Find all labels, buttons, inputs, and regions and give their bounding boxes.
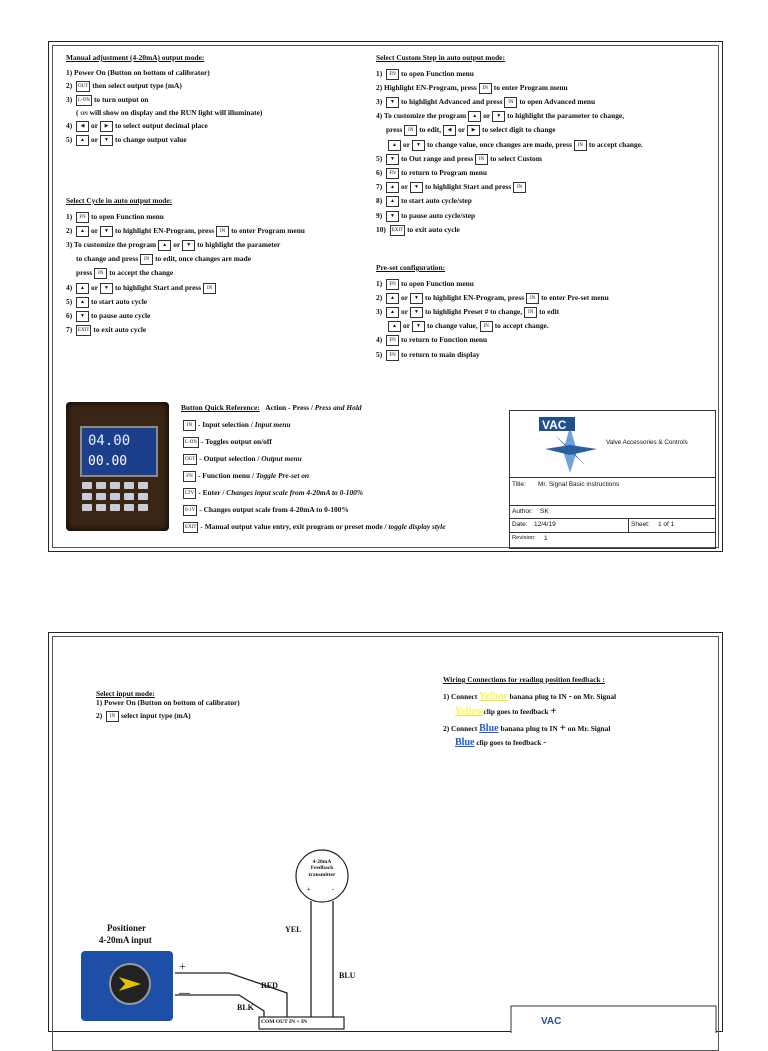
- preset-step-3: 3) ▲ or ▼ to highlight Preset # to change, IN to edit: [376, 307, 560, 317]
- vac-logo-icon: [525, 415, 615, 475]
- in-key-icon: IN: [479, 83, 492, 94]
- right-arrow-key-icon: ▶: [467, 125, 480, 136]
- vac-logo-2: VAC: [541, 1016, 562, 1027]
- custom-step-8: 8) ▲ to start auto cycle/step: [376, 196, 472, 206]
- down-arrow-key-icon: ▼: [410, 307, 423, 318]
- title-block: [509, 410, 716, 549]
- manual-section: [66, 54, 366, 149]
- up-arrow-key-icon: ▲: [386, 307, 399, 318]
- input-step-1: 1) Power On (Button on bottom of calibrator): [96, 697, 240, 707]
- input-step-2: 2) IN select input type (mA): [96, 710, 191, 720]
- author-row: Author: SK: [510, 506, 715, 519]
- positioner-label: Positioner: [107, 923, 146, 933]
- custom-section: [376, 54, 716, 239]
- up-arrow-key-icon: ▲: [386, 196, 399, 207]
- date-row: Date: 12/4/19 Sheet: 1 of 1: [510, 519, 715, 533]
- cycle-step-2: 2) ▲ or ▼ to highlight EN-Program, press IN to enter Program menu: [66, 226, 305, 236]
- up-arrow-key-icon: ▲: [388, 321, 401, 332]
- out-key-icon: OUT: [76, 81, 90, 92]
- left-arrow-key-icon: ◀: [443, 125, 456, 136]
- up-arrow-key-icon: ▲: [76, 297, 89, 308]
- manual-step-4: 4) ◀ or ▶ to select output decimal place: [66, 121, 208, 131]
- in-key-icon: IN: [106, 711, 119, 722]
- revision-row: Revision: 1: [512, 535, 548, 542]
- wiring-step-2b: Blue clip goes to feedback -: [455, 737, 547, 749]
- cycle-step-1: 1) FN to open Function menu: [66, 211, 164, 221]
- up-arrow-key-icon: ▲: [386, 182, 399, 193]
- quickref-in: IN - Input selection / Input menu: [181, 420, 506, 431]
- cycle-title: Select Cycle in auto output mode:: [66, 196, 173, 205]
- wiring-title: Wiring Connections for reading position feedback :: [443, 675, 605, 684]
- cycle-step-3b: to change and press IN to edit, once changes are made: [76, 254, 252, 264]
- fn-key-icon: FN: [386, 279, 399, 290]
- arrow-indicator-icon: [111, 965, 149, 1003]
- positioner-plus: +: [179, 959, 186, 973]
- cycle-step-6: 6) ▼ to pause auto cycle: [66, 311, 151, 321]
- fn-key-icon: FN: [386, 69, 399, 80]
- exit-key-icon: EXIT: [390, 225, 405, 236]
- down-arrow-key-icon: ▼: [100, 135, 113, 146]
- preset-step-1: 1) FN to open Function menu: [376, 278, 474, 288]
- in-key-icon: IN: [94, 268, 107, 279]
- down-arrow-key-icon: ▼: [386, 97, 399, 108]
- lon-key-icon: L-ON: [76, 95, 92, 106]
- terminal-label: COM OUT IN + IN: [261, 1019, 308, 1025]
- down-arrow-key-icon: ▼: [412, 321, 425, 332]
- positioner-sub-label: 4-20mA input: [99, 935, 152, 945]
- quickref-exit: EXIT - Manual output value entry, exit program or preset mode / toggle display style: [185, 521, 446, 531]
- preset-step-3b: ▲ or ▼ to change value, IN to accept change.: [376, 321, 716, 332]
- down-arrow-key-icon: ▼: [410, 182, 423, 193]
- custom-step-4c: ▲ or ▼ to change value, once changes are made, press IN to accept change.: [376, 140, 716, 151]
- transmitter-label: 4-20mA Feedback transmitter: [308, 859, 336, 878]
- company-name: Valve Accessories & Controls: [606, 439, 688, 446]
- custom-step-10: 10) EXIT to exit auto cycle: [376, 225, 460, 234]
- preset-step-5: 5) FN to return to main display: [376, 349, 480, 359]
- cycle-section: [66, 197, 366, 339]
- quickref-fn: FN - Function menu / Toggle Pre-set on: [181, 471, 506, 482]
- input-title: Select input mode:: [96, 689, 155, 698]
- down-arrow-key-icon: ▼: [100, 226, 113, 237]
- custom-step-5: 5) ▼ to Out range and press IN to select Custom: [376, 154, 542, 164]
- in-key-icon: IN: [480, 321, 493, 332]
- quickref-section: [181, 404, 506, 539]
- exit-key-icon: EXIT: [76, 325, 91, 336]
- down-arrow-key-icon: ▼: [386, 154, 399, 165]
- in-key-icon: IN: [475, 154, 488, 165]
- quickref-heading: Button Quick Reference: Action - Press / Press and Hold: [181, 403, 362, 412]
- fn-key-icon: FN: [386, 350, 399, 361]
- wiring-step-1b: Yellowclip goes to feedback +: [455, 704, 557, 717]
- up-arrow-key-icon: ▲: [76, 226, 89, 237]
- down-arrow-key-icon: ▼: [492, 111, 505, 122]
- positioner-dial: [109, 963, 151, 1005]
- in-key-icon: IN: [524, 307, 537, 318]
- up-arrow-key-icon: ▲: [388, 140, 401, 151]
- up-arrow-key-icon: ▲: [76, 135, 89, 146]
- vac-logo-area: [510, 411, 715, 478]
- in-key-icon: IN: [140, 254, 153, 265]
- custom-step-2: 2) Highlight EN-Program, press IN to enter Program menu: [376, 83, 568, 93]
- custom-step-4: 4) To customize the program ▲ or ▼ to highlight the parameter to change,: [376, 111, 625, 121]
- custom-step-6: 6) FN to return to Program menu: [376, 168, 487, 178]
- up-arrow-key-icon: ▲: [468, 111, 481, 122]
- custom-step-1: 1) FN to open Function menu: [376, 68, 474, 78]
- custom-step-9: 9) ▼ to pause auto cycle/step: [376, 210, 476, 220]
- in-key-icon: IN: [504, 97, 517, 108]
- preset-section: [376, 264, 716, 364]
- preset-title: Pre-set configuration:: [376, 263, 446, 272]
- manual-step-2: 2) OUT then select output type (mA): [66, 80, 182, 90]
- transmitter-minus: -: [332, 887, 334, 893]
- manual-step-5: 5) ▲ or ▼ to change output value: [66, 135, 187, 145]
- manual-step-1: 1) Power On (Button on bottom of calibrator): [66, 67, 210, 77]
- manual-title: Manual adjustment (4-20mA) output mode:: [66, 53, 205, 62]
- wiring-step-1: 1) Connect Yellow banana plug to IN - on Mr. Signal: [443, 690, 617, 702]
- right-arrow-key-icon: ▶: [100, 121, 113, 132]
- down-arrow-key-icon: ▼: [386, 211, 399, 222]
- down-arrow-key-icon: ▼: [100, 283, 113, 294]
- preset-step-4: 4) FN to return to Function menu: [376, 335, 488, 345]
- screen-reading-1: 04.00: [88, 433, 131, 449]
- cycle-step-3c: press IN to accept the change: [76, 268, 174, 278]
- in-key-icon: IN: [404, 125, 417, 136]
- wire-red-label: RED: [261, 981, 278, 990]
- in-key-icon: IN: [526, 293, 539, 304]
- calibrator-screen: [80, 426, 158, 477]
- up-arrow-key-icon: ▲: [76, 283, 89, 294]
- positioner-minus: —: [179, 987, 190, 999]
- custom-step-3: 3) ▼ to highlight Advanced and press IN to open Advanced menu: [376, 97, 596, 107]
- manual-step-3: 3) L-ON to turn output on: [66, 95, 149, 105]
- up-arrow-key-icon: ▲: [158, 240, 171, 251]
- wire-yel-label: YEL: [285, 925, 302, 934]
- in-key-icon: IN: [216, 226, 229, 237]
- custom-step-7: 7) ▲ or ▼ to highlight Start and press IN: [376, 182, 716, 193]
- left-arrow-key-icon: ◀: [76, 121, 89, 132]
- screen-reading-2: 00.00: [88, 454, 128, 469]
- wire-blu-label: BLU: [339, 971, 356, 980]
- fn-key-icon: FN: [76, 212, 89, 223]
- in-key-icon: IN: [574, 140, 587, 151]
- quickref-lon: L-ON - Toggles output on/off: [185, 436, 272, 446]
- instruction-sheet-1: [48, 41, 723, 552]
- custom-step-4b: press IN to edit, ◀ or ▶ to select digit to change: [386, 125, 556, 135]
- positioner-photo: [81, 951, 173, 1021]
- cycle-step-3: 3) To customize the program ▲ or ▼ to highlight the parameter: [66, 240, 281, 250]
- cycle-step-4: 4) ▲ or ▼ to highlight Start and press IN: [66, 283, 366, 294]
- fn-key-icon: FN: [386, 335, 399, 346]
- down-arrow-key-icon: ▼: [182, 240, 195, 251]
- wiring-step-2: 2) Connect Blue banana plug to IN + on Mr. Signal: [443, 722, 611, 735]
- down-arrow-key-icon: ▼: [410, 293, 423, 304]
- title-row: Title: Mr. Signal Basic instructions: [510, 477, 715, 506]
- calibrator-keypad: [82, 482, 154, 522]
- quickref-01v: 0-1V - Changes output scale from 4-20mA to 0-100%: [185, 504, 349, 514]
- quickref-ltv: LTV - Enter / Changes input scale from 4-20mA to 0-100%: [185, 487, 364, 497]
- quickref-out: OUT - Output selection / Output menu: [185, 453, 302, 463]
- instruction-sheet-2: [48, 632, 723, 1032]
- preset-step-2: 2) ▲ or ▼ to highlight EN-Program, press IN to enter Pre-set menu: [376, 293, 609, 303]
- manual-step-3-note: ( ON will show on display and the RUN light will illuminate): [76, 108, 263, 118]
- wire-blk-label: BLK: [237, 1003, 254, 1012]
- cycle-step-5: 5) ▲ to start auto cycle: [66, 297, 148, 307]
- down-arrow-key-icon: ▼: [76, 311, 89, 322]
- calibrator-photo: [66, 402, 169, 531]
- fn-key-icon: FN: [386, 168, 399, 179]
- in-key-icon: IN: [513, 182, 526, 193]
- up-arrow-key-icon: ▲: [386, 293, 399, 304]
- cycle-step-7: 7) EXIT to exit auto cycle: [66, 325, 147, 335]
- custom-title: Select Custom Step in auto output mode:: [376, 53, 505, 62]
- down-arrow-key-icon: ▼: [412, 140, 425, 151]
- transmitter-plus: +: [307, 887, 311, 893]
- svg-text:VAC: VAC: [542, 418, 567, 432]
- in-key-icon: IN: [203, 283, 216, 294]
